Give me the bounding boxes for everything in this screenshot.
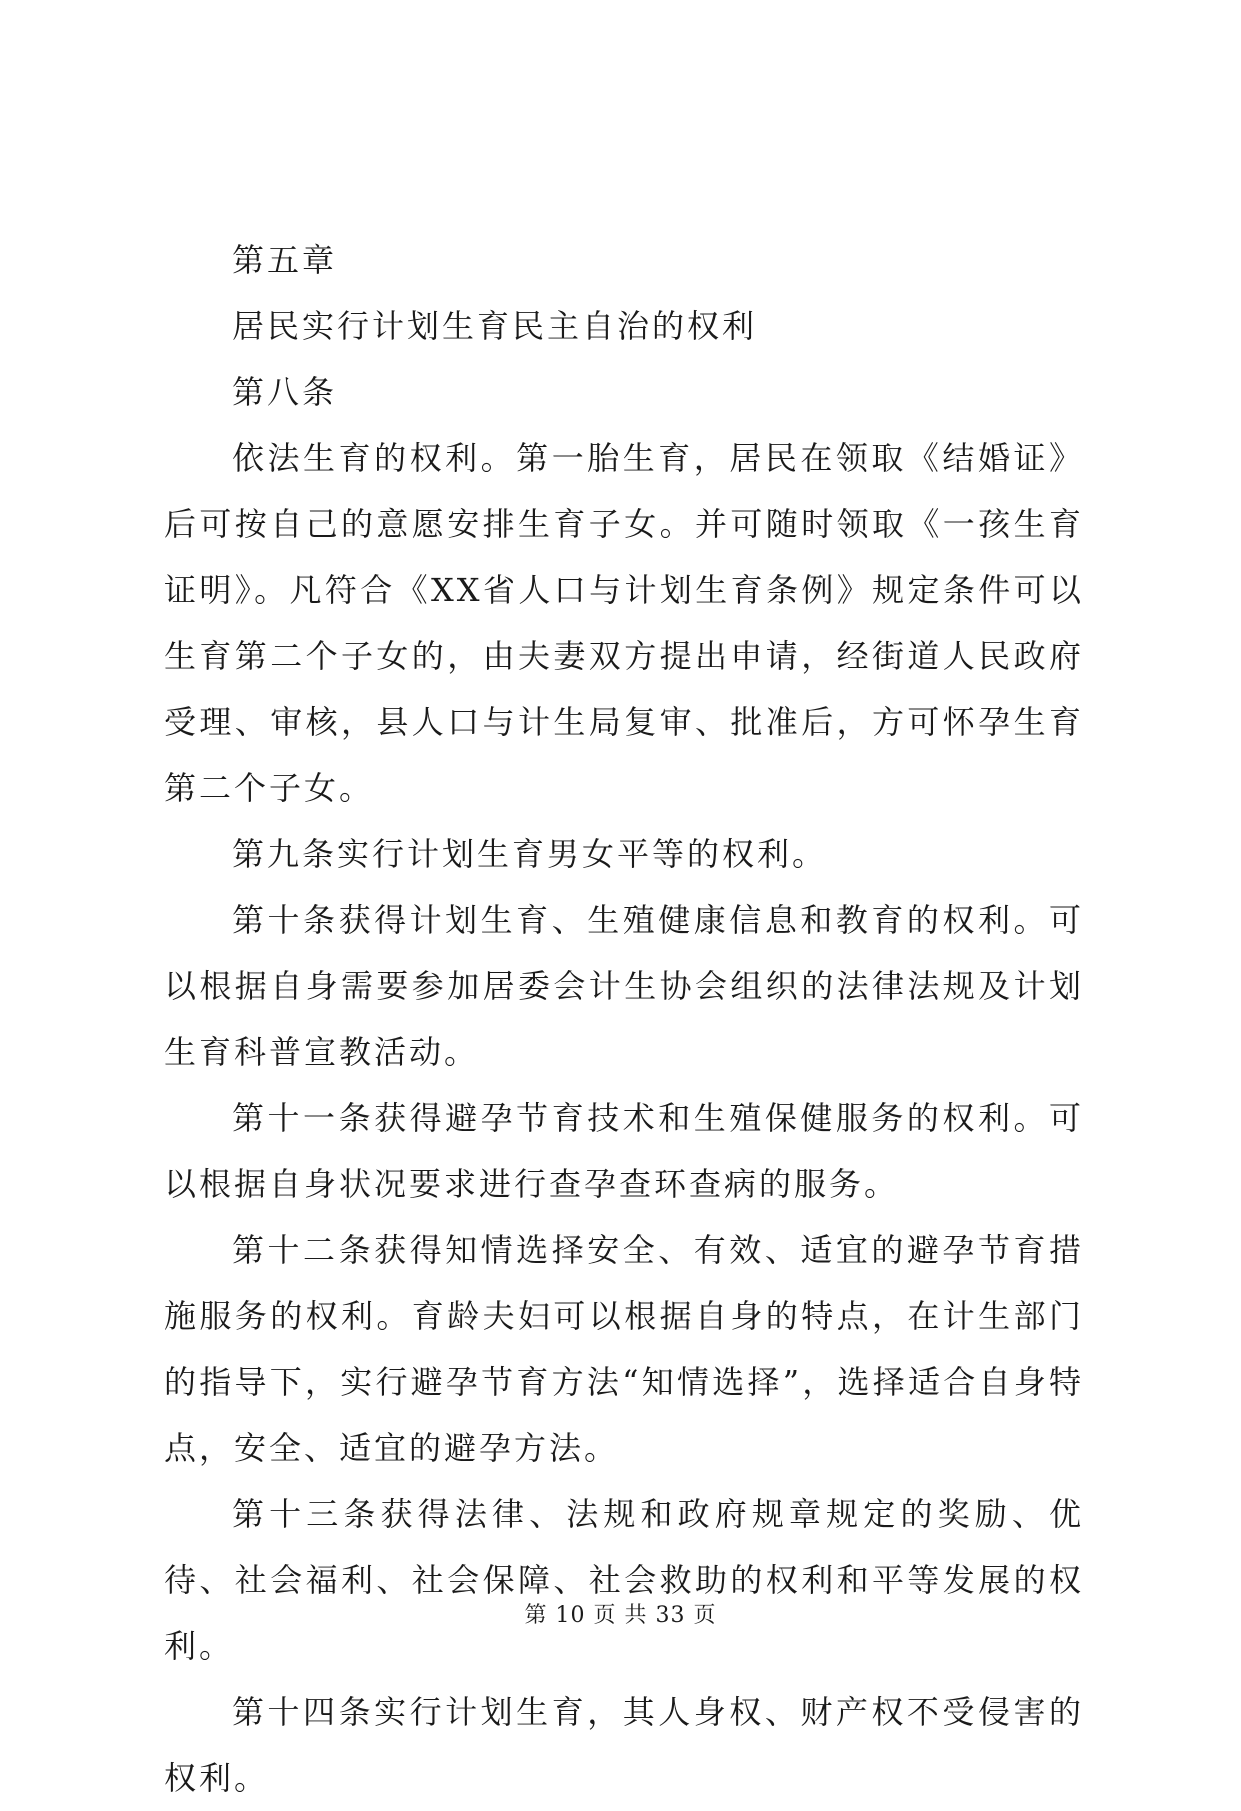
page-footer: 第 10 页 共 33 页 — [524, 1603, 717, 1628]
body-paragraph: 第十一条获得避孕节育技术和生殖保健服务的权利。可以根据自身状况要求进行查孕查环查病的服务。 — [164, 1099, 1084, 1203]
body-paragraph: 依法生育的权利。第一胎生育，居民在领取《结婚证》后可按自己的意愿安排生育子女。并可随时领取《一孩生育证明》。凡符合《XX省人口与计划生育条例》规定条件可以生育第二个子女的，由夫妻双方提出申请，经街道人民政府受理、审核，县人口与计生局复审、批准后，方可怀孕生育第二个子女。 — [164, 439, 1084, 807]
body-paragraph: 第十四条实行计划生育，其人身权、财产权不受侵害的权利。 — [164, 1693, 1084, 1797]
document-body — [164, 227, 1084, 1811]
body-paragraph: 第十三条获得法律、法规和政府规章规定的奖励、优待、社会福利、社会保障、社会救助的权利和平等发展的权利。 — [164, 1495, 1084, 1665]
chapter-title: 居民实行计划生育民主自治的权利 — [232, 307, 758, 345]
chapter-heading: 第五章 — [232, 241, 338, 279]
body-paragraph: 第十条获得计划生育、生殖健康信息和教育的权利。可以根据自身需要参加居委会计生协会组织的法律法规及计划生育科普宣教活动。 — [164, 901, 1084, 1071]
article-heading: 第八条 — [232, 373, 338, 411]
body-paragraph: 第九条实行计划生育男女平等的权利。 — [232, 835, 828, 873]
body-paragraph: 第十二条获得知情选择安全、有效、适宜的避孕节育措施服务的权利。育龄夫妇可以根据自身的特点，在计生部门的指导下，实行避孕节育方法“知情选择”，选择适合自身特点，安全、适宜的避孕方法。 — [164, 1231, 1084, 1467]
